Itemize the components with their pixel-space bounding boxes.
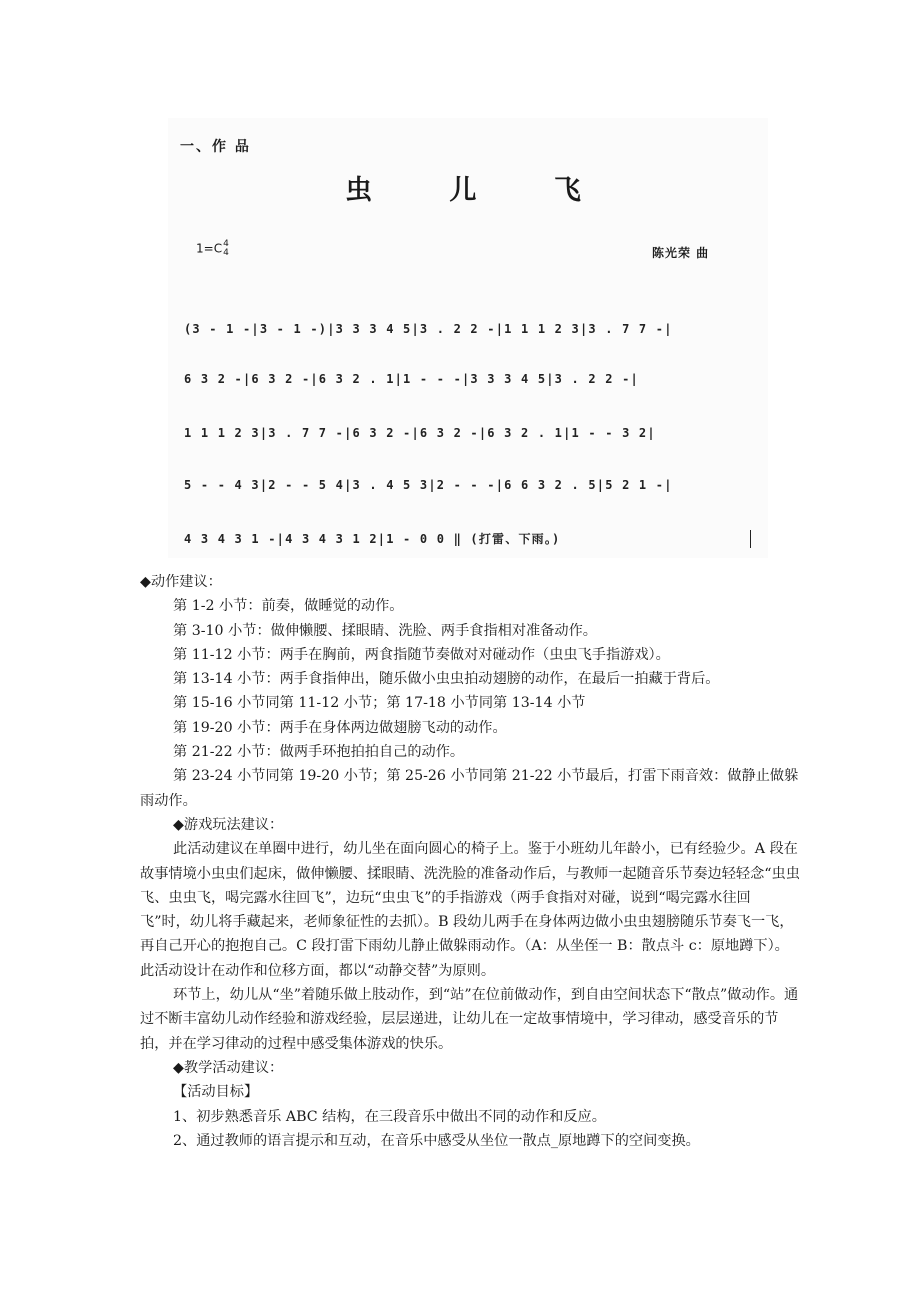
game-paragraph: 环节上，幼儿从“坐”着随乐做上肢动作，到“站”在位前做动作，到自由空间状态下“散点”做动作。通过不断丰富幼儿动作经验和游戏经验，层层递进，让幼儿在一定故事情境中，学习律动，感受音乐的节拍，并在学习律动的过程中感受集体游戏的快乐。 [140,987,799,1052]
action-item: 第 15-16 小节同第 11-12 小节；第 17-18 小节同第 13-14 小节 [173,695,586,712]
action-item: 第 23-24 小节同第 19-20 小节；第 25-26 小节同第 21-22 小节最后，打雷下雨音效：做静止做躲雨动作。 [140,768,799,809]
score-line-5: 4 3 4 3 1 -|4 3 4 3 1 2|1 - 0 0 ‖ (打雷、下雨。) [184,532,561,546]
time-signature: 4 4 [223,239,229,258]
heading-activity-goals: 【活动目标】 [173,1084,259,1101]
game-paragraph: 此活动建议在单圈中进行，幼儿坐在面向圆心的椅子上。鉴于小班幼儿年龄小，已有经验少。A 段在故事情境小虫虫们起床，做伸懒腰、揉眼睛、洗洗脸的准备动作后，与教师一起随音乐节奏边轻轻念“虫虫飞、虫虫飞，喝完露水往回飞”，边玩“虫虫飞”的手指游戏（两手食指对对碰，说到“喝完露水往回飞”时，幼儿将手藏起来，老师象征性的去抓）。B 段幼儿两手在身体两边做小虫虫翅膀随乐节奏飞一飞，再自己开心的抱抱自己。C 段打雷下雨幼儿静止做躲雨动作。（A：从坐侄一 B：散点斗 c：原地蹲下）。此活动设计在动作和位移方面，都以“动静交替”为原则。 [140,841,800,979]
song-title: 虫 儿 飞 [345,175,615,206]
key-signature [196,240,229,258]
action-item: 第 21-22 小节：做两手环抱拍拍自己的动作。 [173,744,465,761]
goal-item: 2、通过教师的语言提示和互动，在音乐中感受从坐位一散点_原地蹲下的空间变换。 [173,1132,700,1149]
key-label: 1=C [196,241,223,256]
action-item: 第 1-2 小节：前奏，做睡觉的动作。 [173,598,404,615]
composer-credit: 陈光荣 曲 [652,246,710,260]
score-line-3: 1 1 1 2 3|3 . 7 7 -|6 3 2 -|6 3 2 -|6 3 2 . 1|1 - - 3 2| [184,426,656,440]
score-line-2: 6 3 2 -|6 3 2 -|6 3 2 . 1|1 - - -|3 3 3 4 5|3 . 2 2 -| [184,372,639,386]
action-item: 第 3-10 小节：做伸懒腰、揉眼睛、洗脸、两手食指相对准备动作。 [173,622,597,639]
section-label: 一、作 品 [180,139,251,155]
heading-action-suggestions: ◆动作建议： [140,574,222,590]
score-line-1: (3 - 1 -|3 - 1 -)|3 3 3 4 5|3 . 2 2 -|1 1 1 2 3|3 . 7 7 -| [184,322,673,336]
heading-game-suggestions: ◆游戏玩法建议： [173,816,284,833]
action-item: 第 11-12 小节：两手在胸前，两食指随节奏做对对碰动作（虫虫飞手指游戏）。 [173,646,670,663]
action-item: 第 19-20 小节：两手在身体两边做翅膀飞动的动作。 [173,719,507,736]
document-body [140,570,800,1153]
heading-teaching-suggestions: ◆教学活动建议： [173,1059,284,1076]
final-barline [750,530,751,548]
goal-item: 1、初步熟悉音乐 ABC 结构，在三段音乐中做出不同的动作和反应。 [173,1108,606,1125]
action-item: 第 13-14 小节：两手食指伸出，随乐做小虫虫拍动翅膀的动作，在最后一拍藏于背后。 [173,671,720,688]
score-line-4: 5 - - 4 3|2 - - 5 4|3 . 4 5 3|2 - - -|6 6 3 2 . 5|5 2 1 -| [184,478,673,492]
